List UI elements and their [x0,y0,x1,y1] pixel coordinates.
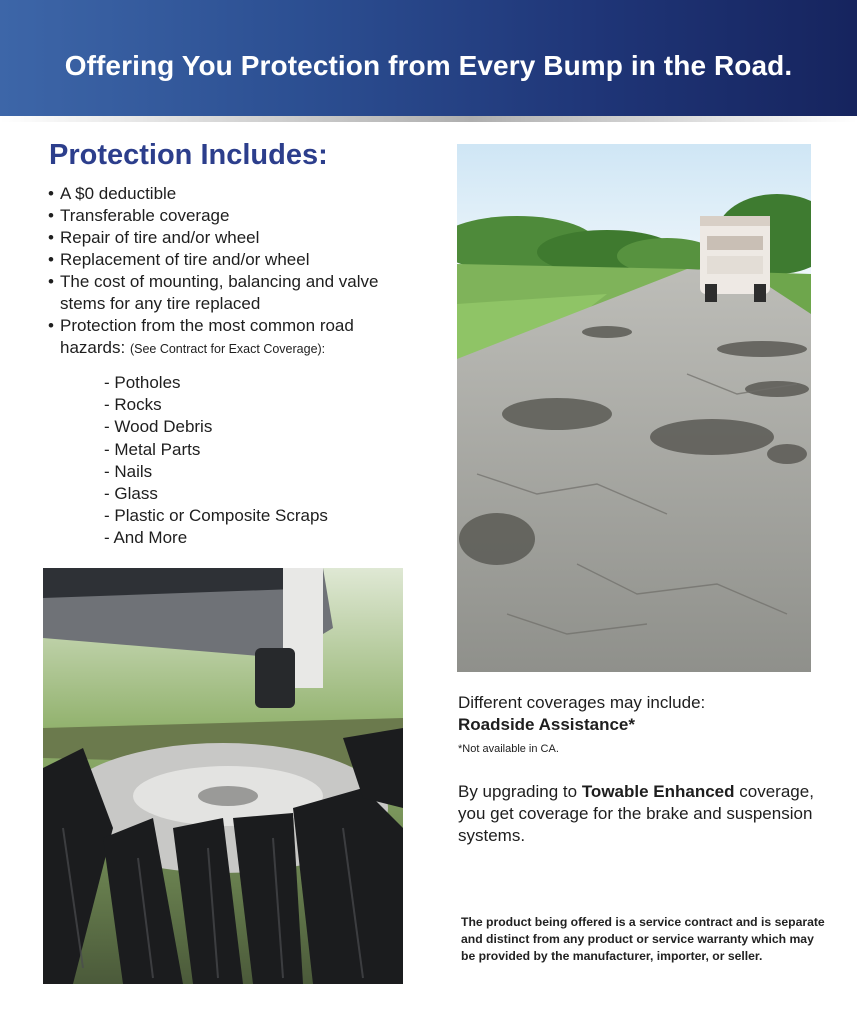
bullet-icon: • [48,184,54,203]
upgrade-prefix: By upgrading to [458,782,582,801]
hazard-item: - Metal Parts [104,439,201,459]
header-banner [0,0,857,116]
upgrade-paragraph [458,781,818,847]
hazard-item: - Potholes [104,373,181,392]
hazard-item: - Wood Debris [104,417,213,437]
protection-item: • Transferable coverage [48,206,230,225]
hazard-item: - Plastic or Composite Scraps [104,506,328,526]
hazard-item: - Nails [104,461,153,481]
legal-disclaimer: The product being offered is a service contract and is separate and distinct from any product or service warranty which may be provided by the manufacturer, importer, or seller. [461,915,825,963]
protection-item: • The cost of mounting, balancing and valve stems for any tire replaced [48,272,379,313]
upgrade-suffix: coverage, you get coverage for the brake and suspension systems. [458,782,814,845]
bullet-icon: • [48,250,54,269]
roadside-assistance-label: Roadside Assistance* [458,715,635,734]
banner-divider [0,116,857,122]
protection-heading: Protection Includes: [49,139,328,171]
hazard-item: - And More [104,528,188,548]
shredded-tire-photo [43,568,403,984]
hazard-item: - Glass [104,484,158,504]
hazard-item: - Rocks [104,395,162,415]
coverage-note: (See Contract for Exact Coverage): [129,342,326,356]
bullet-icon: • [48,272,54,291]
protection-list [48,183,428,360]
protection-item: • Replacement of tire and/or wheel [48,250,310,269]
bullet-icon: • [48,206,54,225]
upgrade-emphasis: Towable Enhanced [581,782,735,801]
protection-item: • Repair of tire and/or wheel [48,228,260,247]
road-pothole-photo [457,144,811,672]
protection-item: • A $0 deductible [48,184,177,203]
protection-item: • Protection from the most common road hazards: (See Contract for Exact Coverage): [48,316,354,357]
bullet-icon: • [48,228,54,247]
banner-title: Offering You Protection from Every Bump in the Road. [64,50,793,81]
availability-note: *Not available in CA. [458,743,559,755]
coverages-intro: Different coverages may include: [458,693,706,712]
hazards-list [104,372,328,550]
bullet-icon: • [48,316,54,335]
